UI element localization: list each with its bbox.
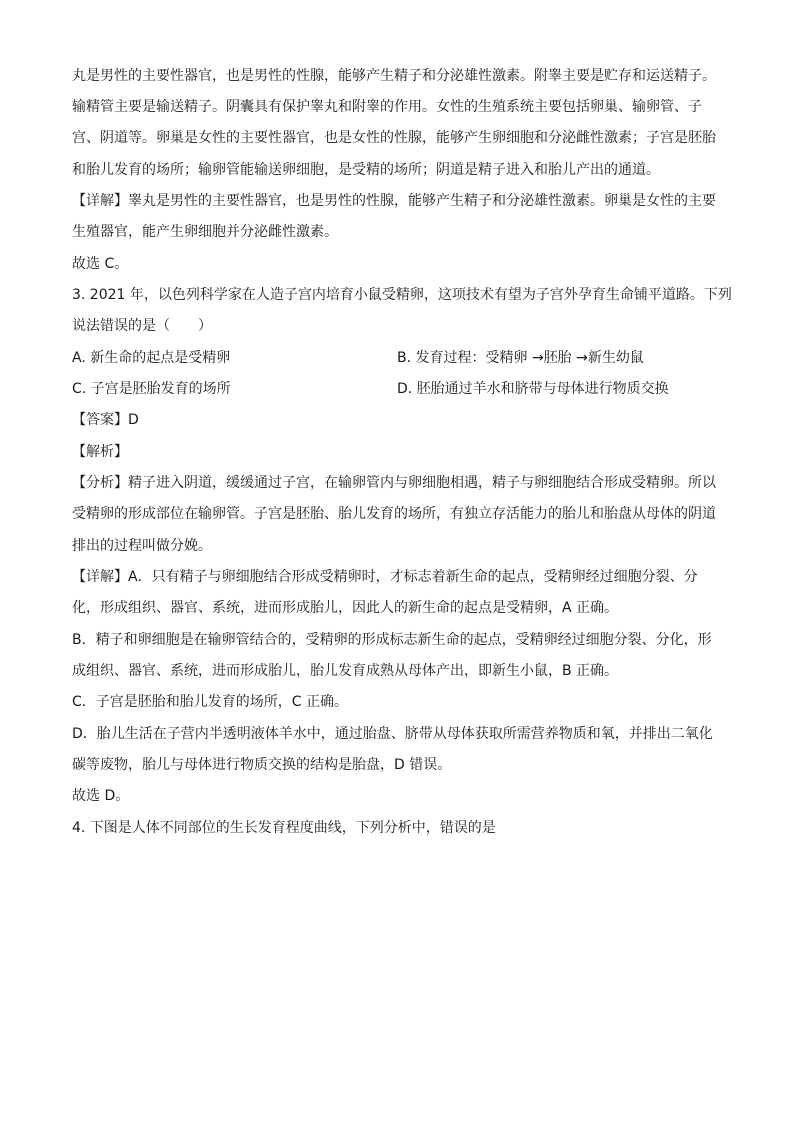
text-line: 宫、阴道等。卵巢是女性的主要性器官，也是女性的性腺，能够产生卵细胞和分泌雌性激素；子宫是胚胎 <box>72 130 716 146</box>
detail-line: 成组织、器官、系统，进而形成胎儿，胎儿发育成熟从母体产出，即新生小鼠，B 正确。 <box>72 663 619 679</box>
analysis-line: 【分析】精子进入阴道，缓缓通过子宫，在输卵管内与卵细胞相遇，精子与卵细胞结合形成受精卵。所以 <box>72 475 716 491</box>
detail-line: 【详解】A．只有精子与卵细胞结合形成受精卵时，才标志着新生命的起点，受精卵经过细胞分裂、分 <box>72 569 698 585</box>
option-b: B. 发育过程：受精卵 →胚胎 →新生幼鼠 <box>397 350 644 366</box>
answer-line: 【答案】D <box>72 412 139 428</box>
analysis-line: 排出的过程叫做分娩。 <box>72 538 212 554</box>
detail-line: 碳等废物，胎儿与母体进行物质交换的结构是胎盘，D 错误。 <box>72 757 452 773</box>
analysis-line: 受精卵的形成部位在输卵管。子宫是胚胎、胎儿发育的场所，有独立存活能力的胎儿和胎盘从母体的阴道 <box>72 506 716 522</box>
choose-line: 故选 D。 <box>72 788 130 804</box>
analysis-heading: 【解析】 <box>72 444 128 460</box>
text-line: 和胎儿发育的场所；输卵管能输送卵细胞，是受精的场所；阴道是精子进入和胎儿产出的通道。 <box>72 162 660 178</box>
text-line: 丸是男性的主要性器官，也是男性的性腺，能够产生精子和分泌雄性激素。附睾主要是贮存和运送精子。 <box>72 68 716 84</box>
detail-line: D．胎儿生活在子营内半透明液体羊水中，通过胎盘、脐带从母体获取所需营养物质和氧，并排出二氧化 <box>72 726 713 742</box>
choose-line: 故选 C。 <box>72 256 129 272</box>
question-stem: 3. 2021 年，以色列科学家在人造子宫内培育小鼠受精卵，这项技术有望为子宫外孕育生命铺平道路。下列 <box>72 287 732 303</box>
question-stem: 说法错误的是（ ） <box>72 318 212 334</box>
detail-line: 化，形成组织、器官、系统，进而形成胎儿，因此人的新生命的起点是受精卵，A 正确。 <box>72 600 619 616</box>
detail-line: 【详解】睾丸是男性的主要性器官，也是男性的性腺，能够产生精子和分泌雄性激素。卵巢是女性的主要 <box>72 193 716 209</box>
text-line: 输精管主要是输送精子。阴囊具有保护睾丸和附睾的作用。女性的生殖系统主要包括卵巢、输卵管、子 <box>72 99 702 115</box>
option-d: D. 胚胎通过羊水和脐带与母体进行物质交换 <box>397 381 669 397</box>
option-c: C. 子宫是胚胎发育的场所 <box>72 381 231 397</box>
option-a: A. 新生命的起点是受精卵 <box>72 350 231 366</box>
question-stem: 4. 下图是人体不同部位的生长发育程度曲线，下列分析中，错误的是 <box>72 820 496 836</box>
detail-line: B．精子和卵细胞是在输卵管结合的，受精卵的形成标志新生命的起点，受精卵经过细胞分裂、分化，形 <box>72 632 712 648</box>
detail-line: 生殖器官，能产生卵细胞并分泌雌性激素。 <box>72 224 338 240</box>
detail-line: C．子宫是胚胎和胎儿发育的场所，C 正确。 <box>72 694 348 710</box>
